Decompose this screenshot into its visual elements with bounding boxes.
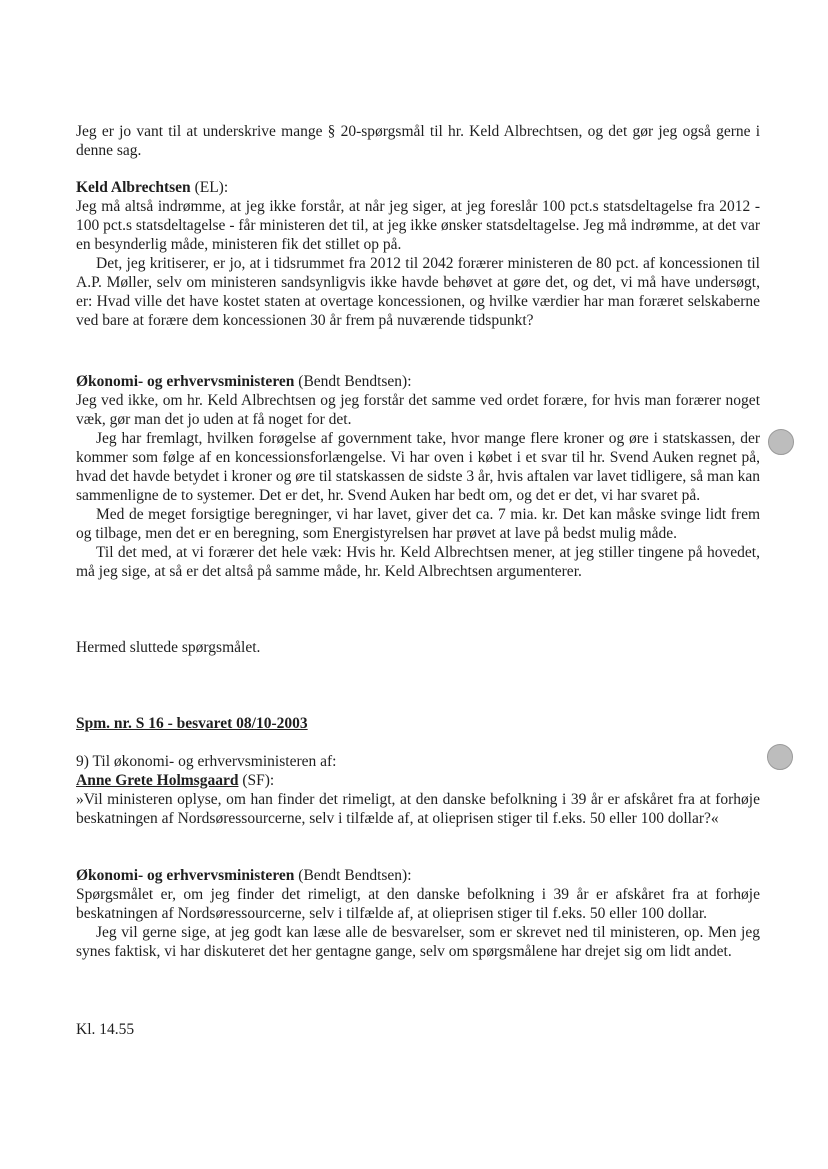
speaker-party: (Bendt Bendtsen): (294, 867, 412, 884)
intro-paragraph: Jeg er jo vant til at underskrive mange § 20-spørgsmål til hr. Keld Albrechtsen, og det gør jeg også gerne i denne sag. (76, 123, 760, 159)
speech-paragraph: Jeg vil gerne sige, at jeg godt kan læse alle de besvarelser, som er skrevet ned til ministeren, op. Men jeg synes faktisk, vi har diskuteret det her gentagne gange, selv om spørgsmålene har drejet sig om lidt andet. (76, 924, 760, 960)
speech-paragraph: Med de meget forsigtige beregninger, vi har lavet, giver det ca. 7 mia. kr. Det kan måske svinge lidt frem og tilbage, men det er en beregning, som Energistyrelsen har prøvet at lave på bedst mulig måde. (76, 506, 760, 542)
speaker-name: Økonomi- og erhvervsministeren (76, 867, 295, 884)
question-text: »Vil ministeren oplyse, om han finder det rimeligt, at den danske befolkning i 39 år er afskåret fra at forhøje beskatningen af Nordsøressourcerne, selv i tilfælde af, at olieprisen stiger til f.eks. 50 eller 100 dollar?« (76, 791, 760, 827)
asker-line (76, 771, 760, 790)
question-addressee: 9) Til økonomi- og erhvervsministeren af: (76, 753, 337, 770)
speaker-name: Økonomi- og erhvervsministeren (76, 373, 295, 390)
speaker-line (76, 178, 760, 197)
speech-paragraph: Til det med, at vi forærer det hele væk: Hvis hr. Keld Albrechtsen mener, at jeg stiller tingene på hovedet, må jeg sige, at så er det altså på samme måde, hr. Keld Albrechtsen argumenterer. (76, 544, 760, 580)
speaker-name: Keld Albrechtsen (76, 179, 191, 196)
speech-paragraph: Jeg ved ikke, om hr. Keld Albrechtsen og jeg forstår det samme ved ordet forære, for hvis man forærer noget væk, gør man det jo uden at få noget for det. (76, 392, 760, 428)
asker-party: (SF): (238, 772, 275, 789)
closing-line: Hermed sluttede spørgsmålet. (76, 639, 261, 656)
speech-paragraph: Jeg må altså indrømme, at jeg ikke forstår, at når jeg siger, at jeg foreslår 100 pct.s statsdeltagelse fra 2012 - 100 pct.s statsdeltagelse - får ministeren det til, at jeg ikke ønsker statsdeltagelse. Jeg må indrømme, at det var en besynderlig måde, ministeren fik det stillet op på. (76, 198, 760, 253)
speaker-party: (Bendt Bendtsen): (294, 373, 412, 390)
speech-keld-albrechtsen (76, 178, 760, 330)
speech-minister-1 (76, 372, 760, 581)
asker-name: Anne Grete Holmsgaard (76, 772, 239, 789)
speech-paragraph: Spørgsmålet er, om jeg finder det rimeligt, at den danske befolkning i 39 år er afskåret fra at forhøje beskatningen af Nordsøressourcerne, selv i tilfælde af, at olieprisen stiger til f.eks. 50 eller 100 dollar. (76, 886, 760, 922)
speaker-line (76, 866, 760, 885)
punch-hole-lower (767, 744, 793, 770)
speech-paragraph: Jeg har fremlagt, hvilken forøgelse af government take, hvor mange flere kroner og øre i statskassen, der kommer som følge af en koncessionsforlængelse. Vi har oven i købet i et svar til hr. Svend Auken regnet på, hvad det havde betydet i kroner og øre til statskassen de sidste 3 år, hvis aftalen var lavet tidligere, så man kan sammenligne de to systemer. Det er det, hr. Svend Auken har bedt om, og det er det, vi har svaret på. (76, 430, 760, 504)
speaker-line (76, 372, 760, 391)
punch-hole-upper (768, 429, 794, 455)
speech-paragraph: Det, jeg kritiserer, er jo, at i tidsrummet fra 2012 til 2042 forærer ministeren de 80 pct. af koncessionen til A.P. Møller, selv om ministeren sandsynligvis ikke havde behøvet at gøre det, og det, vi må have undersøgt, er: Hvad ville det have kostet staten at overtage koncessionen, og hvilke værdier har man foræret selskaberne ved bare at forære dem koncessionen 30 år frem på nuværende tidspunkt? (76, 255, 760, 329)
speech-minister-2 (76, 866, 760, 961)
question-block (76, 752, 760, 828)
timestamp: Kl. 14.55 (76, 1021, 135, 1038)
section-heading: Spm. nr. S 16 - besvaret 08/10-2003 (76, 715, 308, 732)
speaker-party: (EL): (190, 179, 229, 196)
